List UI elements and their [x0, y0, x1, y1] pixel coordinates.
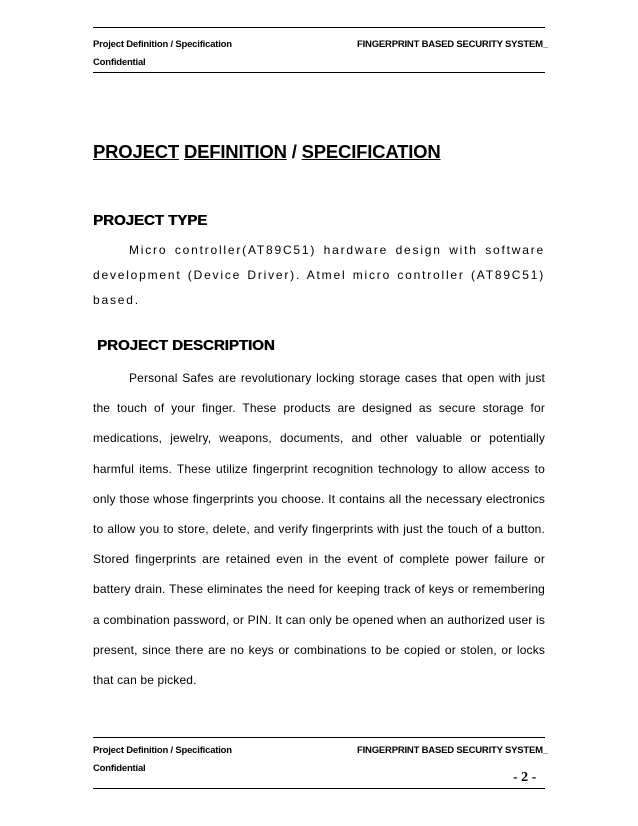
project-description-heading: PROJECT DESCRIPTION — [97, 337, 275, 354]
header-section-label: Project Definition / Specification — [93, 39, 232, 50]
header-bottom-rule — [93, 72, 545, 73]
project-description-paragraph — [93, 363, 545, 695]
header-top-rule — [93, 27, 545, 28]
project-type-heading: PROJECT TYPE — [93, 212, 208, 229]
project-type-paragraph — [93, 238, 545, 313]
footer-document-title: FINGERPRINT BASED SECURITY SYSTEM_ — [357, 745, 548, 756]
header-document-title: FINGERPRINT BASED SECURITY SYSTEM_ — [357, 39, 548, 50]
page-number: - 2 - — [513, 770, 537, 785]
footer-section-label: Project Definition / Specification — [93, 745, 232, 756]
project-type-text: Micro controller(AT89C51) hardware design with software development (Device Driver). Atmel micro controller (AT89C51) based. — [93, 243, 545, 307]
footer-top-rule — [93, 737, 545, 738]
page-title-separator: / — [286, 141, 302, 162]
header-confidential-label: Confidential — [93, 57, 146, 68]
page-title-part-specification: SPECIFICATION — [301, 141, 441, 162]
page-title-part-definition: DEFINITION — [183, 141, 287, 162]
project-description-text: Personal Safes are revolutionary locking storage cases that open with just the touch of your finger. These products are designed as secure storage for medications, jewelry, weapons, documents, and other valuable or potentially harmful items. These utilize fingerprint recognition technology to allow access to only those whose fingerprints you choose. It contains all the necessary electronics to allow you to store, delete, and verify fingerprints with just the touch of a button. Stored fingerprints are retained even in the event of complete power failure or battery drain. These eliminates the need for keeping track of keys or remembering a combination password, or PIN. It can only be opened when an authorized user is present, since there are no keys or combinations to be copied or stolen, or locks that can be picked. — [93, 371, 545, 688]
page-title — [93, 141, 441, 163]
footer-bottom-rule — [93, 788, 545, 789]
footer-confidential-label: Confidential — [93, 763, 146, 774]
page-title-part-project: PROJECT — [93, 141, 179, 162]
